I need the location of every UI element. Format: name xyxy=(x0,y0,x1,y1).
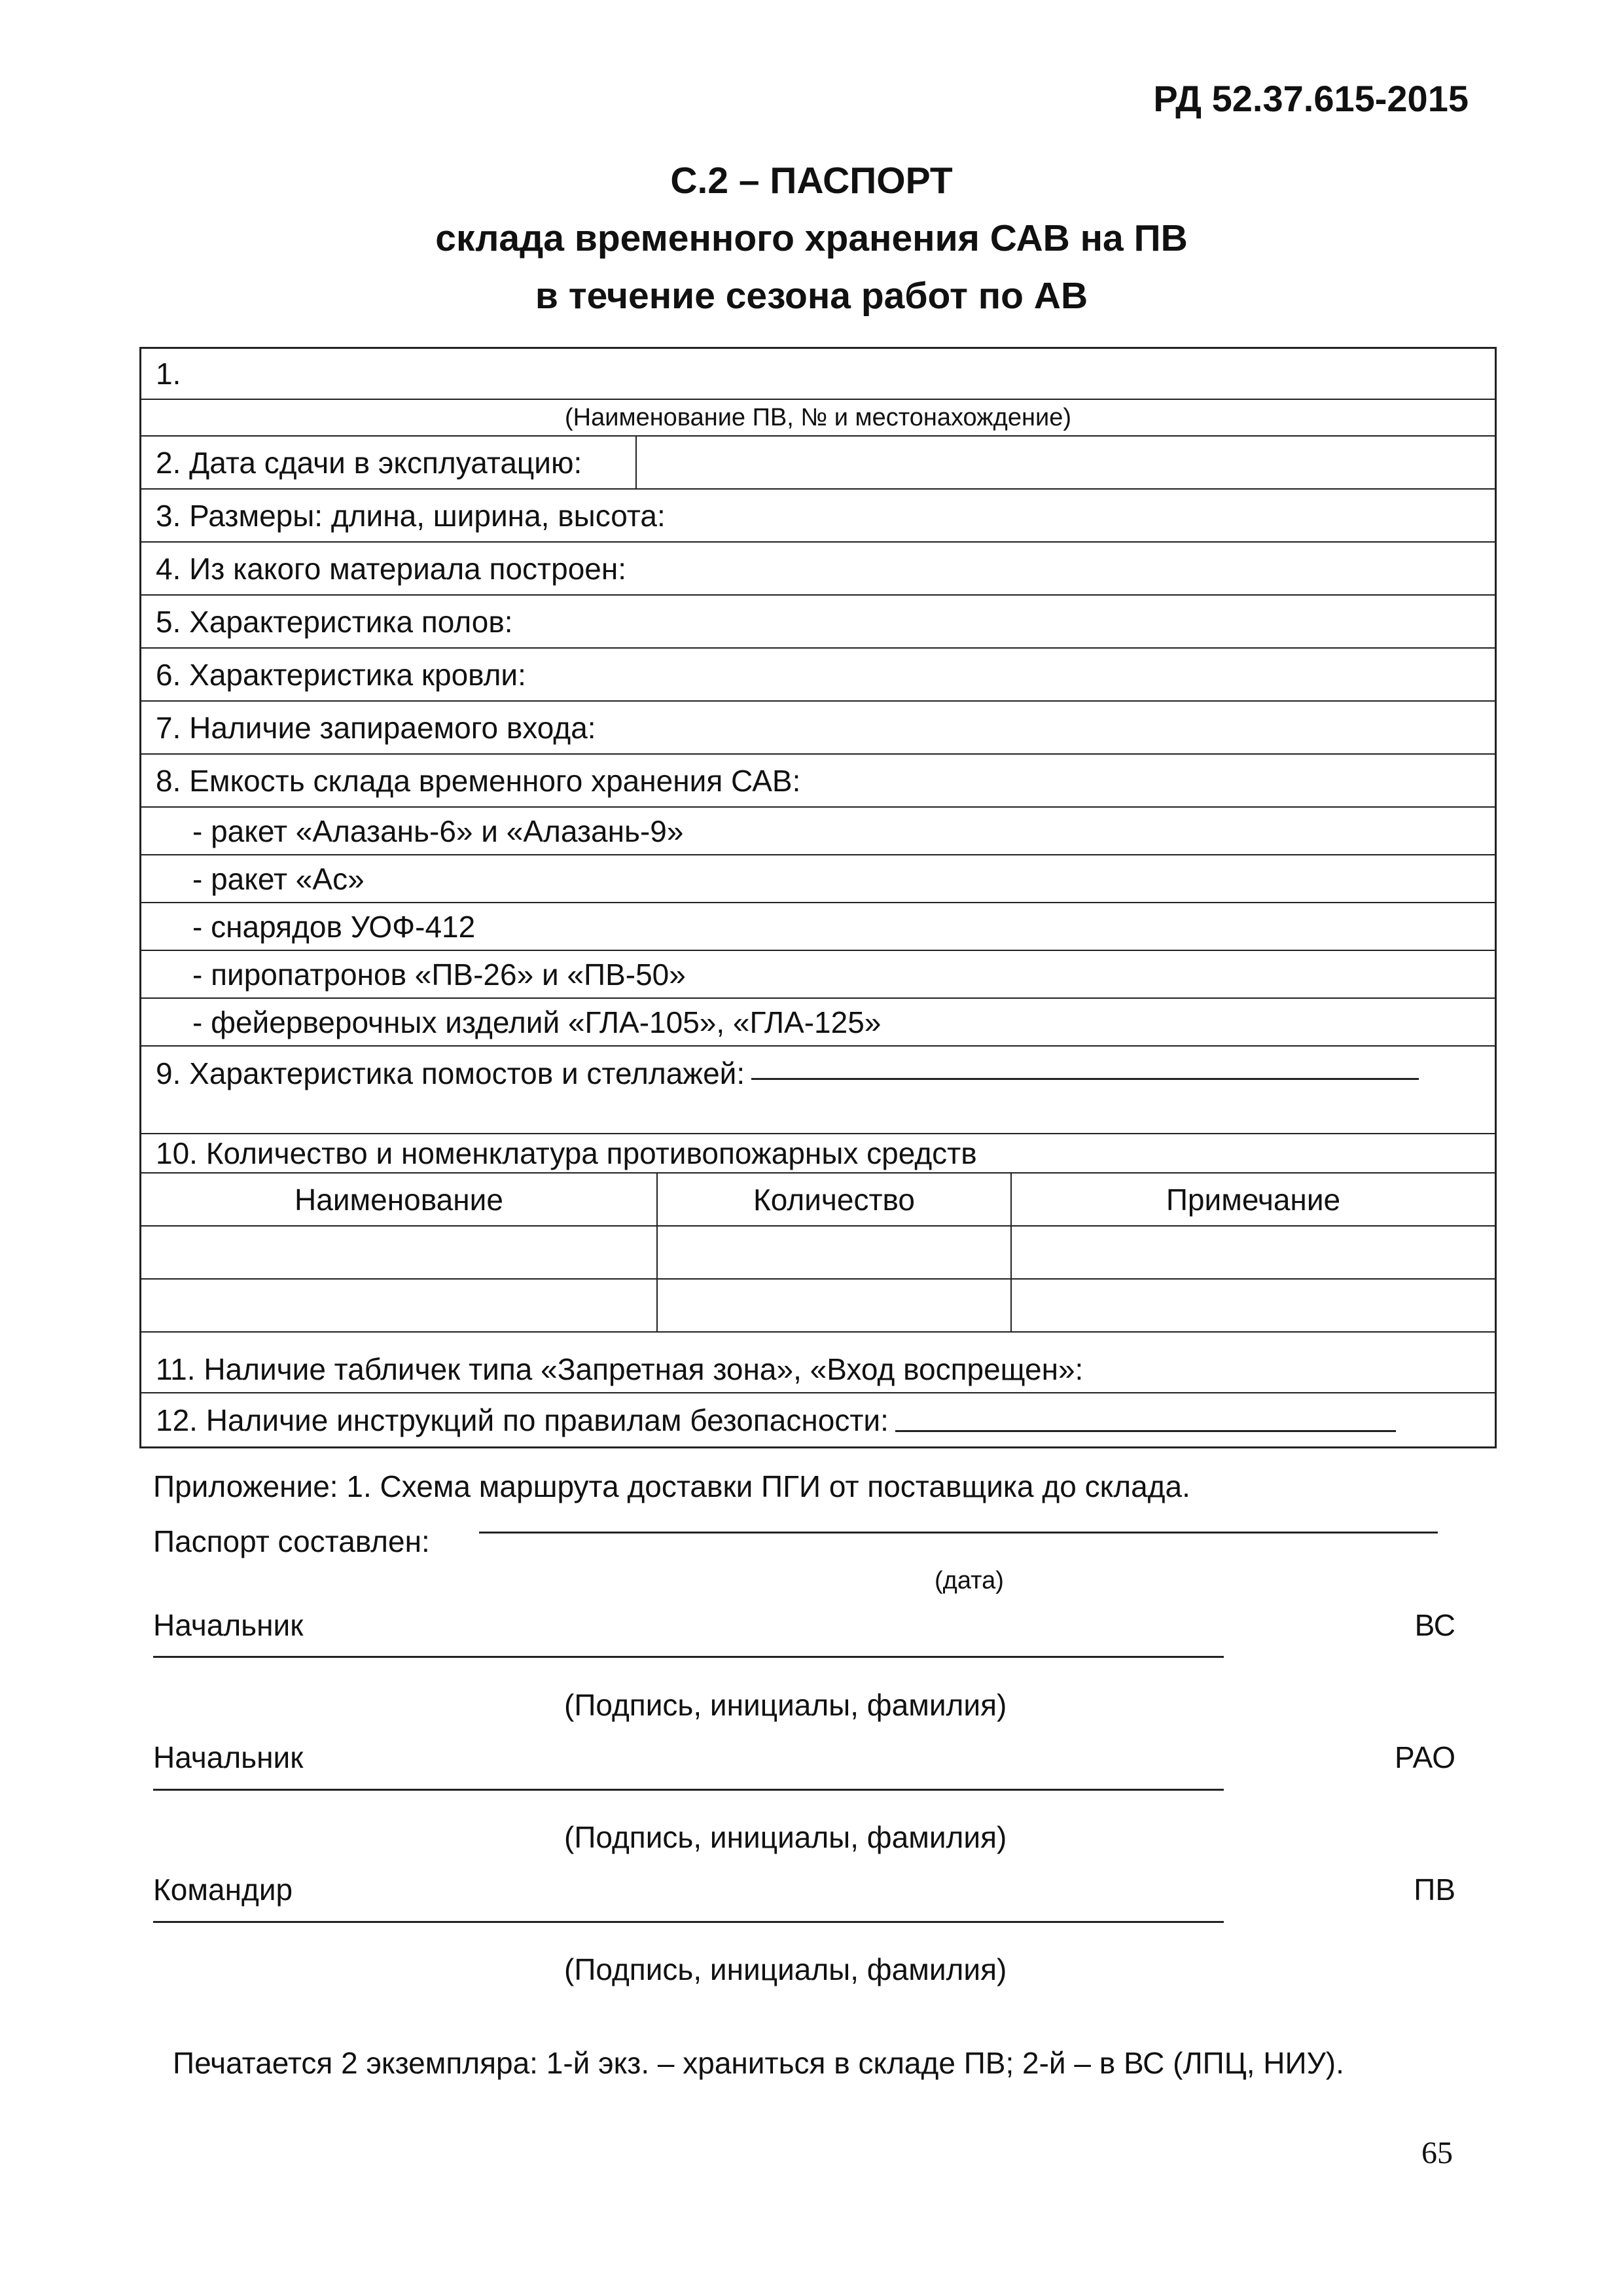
footer-note: Печатается 2 экземпляра: 1-й экз. – храниться в складе ПВ; 2-й – в ВС (ЛПЦ, НИУ). xyxy=(173,2046,1344,2080)
row-8-item[interactable] xyxy=(141,855,1495,903)
row-9[interactable] xyxy=(141,1047,1495,1134)
row-5-label: 5. Характеристика полов: xyxy=(156,604,513,639)
cell-quantity[interactable] xyxy=(656,1227,1010,1278)
row-1-caption xyxy=(141,400,1495,437)
table-row xyxy=(141,1280,1495,1333)
signature-2-caption: (Подпись, инициалы, фамилия) xyxy=(564,1820,1007,1854)
row-4[interactable] xyxy=(141,543,1495,596)
signature-2-left: Начальник xyxy=(153,1740,304,1774)
row-8-item[interactable] xyxy=(141,951,1495,999)
cell-quantity[interactable] xyxy=(656,1280,1010,1331)
row-8-item-text: - фейерверочных изделий «ГЛА-105», «ГЛА-125» xyxy=(192,1005,882,1039)
date-caption: (дата) xyxy=(935,1567,1004,1594)
page-number: 65 xyxy=(1421,2136,1453,2170)
row-8-item[interactable] xyxy=(141,808,1495,855)
row-7-label: 7. Наличие запираемого входа: xyxy=(156,710,596,745)
row-8-item-text: - ракет «Ас» xyxy=(192,861,365,896)
row-8-item-text: - снарядов УОФ-412 xyxy=(192,909,476,944)
row-1-caption-text: (Наименование ПВ, № и местонахождение) xyxy=(564,403,1071,431)
passport-compiled-label: Паспорт составлен: xyxy=(153,1524,430,1558)
row-2[interactable] xyxy=(141,437,1495,490)
title-line-2: склада временного хранения САВ на ПВ xyxy=(435,217,1188,259)
row-8-item-text: - ракет «Алазань-6» и «Алазань-9» xyxy=(192,814,684,848)
signature-1-right: ВС xyxy=(1414,1608,1455,1642)
row-2-label: 2. Дата сдачи в эксплуатацию: xyxy=(156,445,582,480)
row-10-label: 10. Количество и номенклатура противопожарных средств xyxy=(156,1136,977,1170)
signature-3-right: ПВ xyxy=(1414,1873,1455,1907)
signature-2-line[interactable] xyxy=(153,1789,1224,1791)
row-5[interactable] xyxy=(141,596,1495,649)
row-3[interactable] xyxy=(141,490,1495,543)
row-8-item[interactable] xyxy=(141,999,1495,1047)
passport-compiled-line[interactable] xyxy=(479,1532,1438,1534)
passport-table xyxy=(139,347,1497,1448)
row-12-fill-line xyxy=(895,1408,1396,1432)
title-line-1: С.2 – ПАСПОРТ xyxy=(670,160,953,202)
row-12[interactable] xyxy=(141,1393,1495,1446)
row-11[interactable] xyxy=(141,1333,1495,1393)
row-8-item[interactable] xyxy=(141,903,1495,951)
row-8[interactable] xyxy=(141,755,1495,808)
row-12-label: 12. Наличие инструкций по правилам безопасности: xyxy=(156,1403,889,1437)
row-7[interactable] xyxy=(141,702,1495,755)
signature-1-line[interactable] xyxy=(153,1656,1224,1658)
col-header-quantity: Количество xyxy=(656,1174,1010,1225)
col-header-name: Наименование xyxy=(294,1182,503,1217)
row-8-label: 8. Емкость склада временного хранения САВ: xyxy=(156,763,801,798)
signature-1-caption: (Подпись, инициалы, фамилия) xyxy=(564,1688,1007,1722)
row-6-label: 6. Характеристика кровли: xyxy=(156,657,526,692)
table-row xyxy=(141,1227,1495,1280)
cell-name[interactable] xyxy=(141,1280,656,1331)
signature-1-left: Начальник xyxy=(153,1608,304,1642)
page-title xyxy=(0,152,1623,325)
document-code: РД 52.37.615-2015 xyxy=(1153,78,1469,119)
row-4-label: 4. Из какого материала построен: xyxy=(156,551,627,586)
cell-note[interactable] xyxy=(1010,1227,1495,1278)
row-9-label: 9. Характеристика помостов и стеллажей: xyxy=(156,1056,745,1090)
signature-2-right: РАО xyxy=(1394,1740,1455,1774)
row-10 xyxy=(141,1134,1495,1174)
title-line-3: в течение сезона работ по АВ xyxy=(535,275,1088,317)
row-9-fill-line xyxy=(751,1056,1419,1080)
row-1-label: 1. xyxy=(156,357,181,391)
row-2-divider xyxy=(635,437,637,488)
appendix-note: Приложение: 1. Схема маршрута доставки ПГИ от поставщика до склада. xyxy=(153,1469,1190,1503)
cell-name[interactable] xyxy=(141,1227,656,1278)
extinguisher-table-header xyxy=(141,1174,1495,1227)
signature-3-left: Командир xyxy=(153,1873,293,1907)
row-6[interactable] xyxy=(141,649,1495,702)
row-3-label: 3. Размеры: длина, ширина, высота: xyxy=(156,498,666,533)
row-11-label: 11. Наличие табличек типа «Запретная зона», «Вход воспрещен»: xyxy=(156,1352,1084,1386)
col-header-note: Примечание xyxy=(1010,1174,1495,1225)
cell-note[interactable] xyxy=(1010,1280,1495,1331)
row-8-item-text: - пиропатронов «ПВ-26» и «ПВ-50» xyxy=(192,957,686,992)
signature-3-caption: (Подпись, инициалы, фамилия) xyxy=(564,1952,1007,1986)
signature-3-line[interactable] xyxy=(153,1921,1224,1923)
row-1[interactable] xyxy=(141,349,1495,400)
